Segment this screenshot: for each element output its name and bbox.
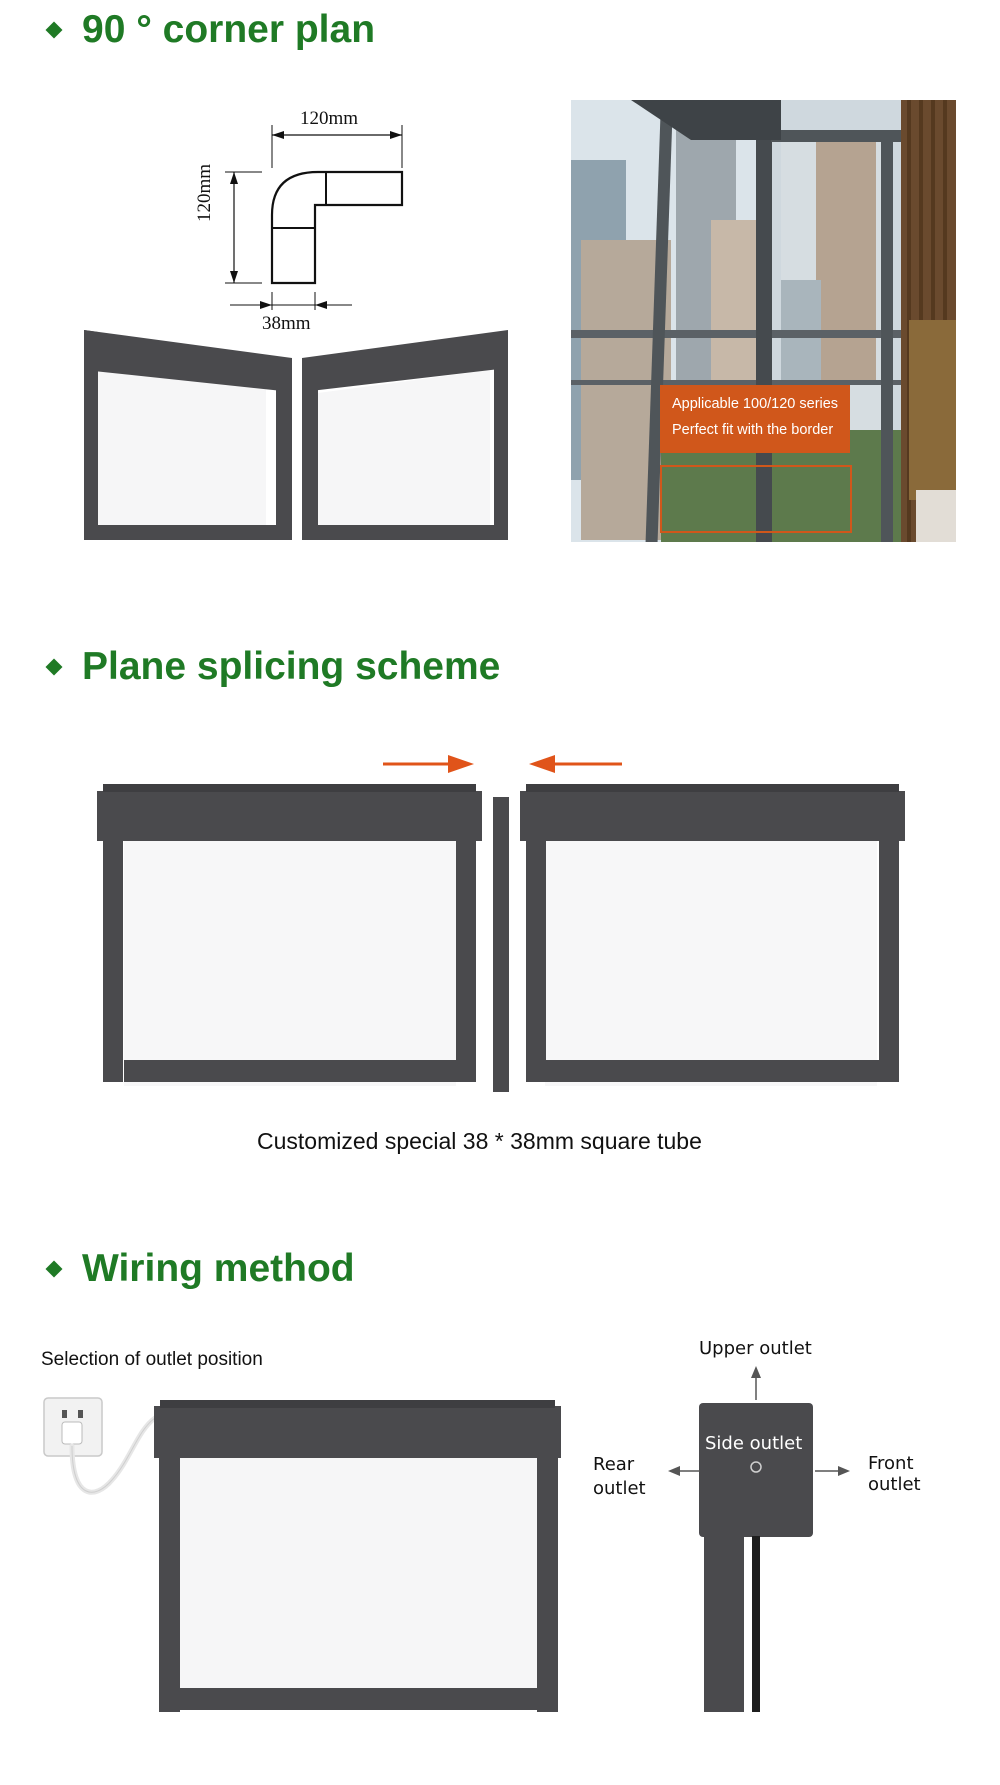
splicing-caption: Customized special 38 * 38mm square tube [257, 1128, 702, 1154]
photo-tag-line1: Applicable 100/120 series [672, 396, 839, 412]
front-outlet-label [868, 1453, 921, 1495]
front-outlet-line1: Front [868, 1453, 914, 1474]
rear-outlet-label [593, 1453, 646, 1501]
dim-height-label: 120mm [194, 163, 215, 222]
arrow-up-icon [751, 1366, 761, 1378]
upper-outlet-label: Upper outlet [699, 1338, 812, 1359]
rear-outlet-line1: Rear [593, 1454, 635, 1475]
outlet-selection-label: Selection of outlet position [41, 1349, 263, 1370]
side-outlet-label: Side outlet [705, 1433, 803, 1454]
corner-plan-title-text: 90 ° corner plan [82, 8, 376, 51]
photo-tag-line2: Perfect fit with the border [672, 422, 834, 438]
wall-socket-icon [44, 1398, 155, 1492]
dim-width-label: 120mm [300, 108, 359, 129]
wiring-method-title-text: Wiring method [82, 1247, 355, 1290]
front-outlet-line2: outlet [868, 1474, 921, 1495]
dim-tube-label: 38mm [262, 313, 311, 334]
plane-splicing-title-text: Plane splicing scheme [82, 645, 501, 688]
rear-outlet-line2: outlet [593, 1478, 646, 1499]
